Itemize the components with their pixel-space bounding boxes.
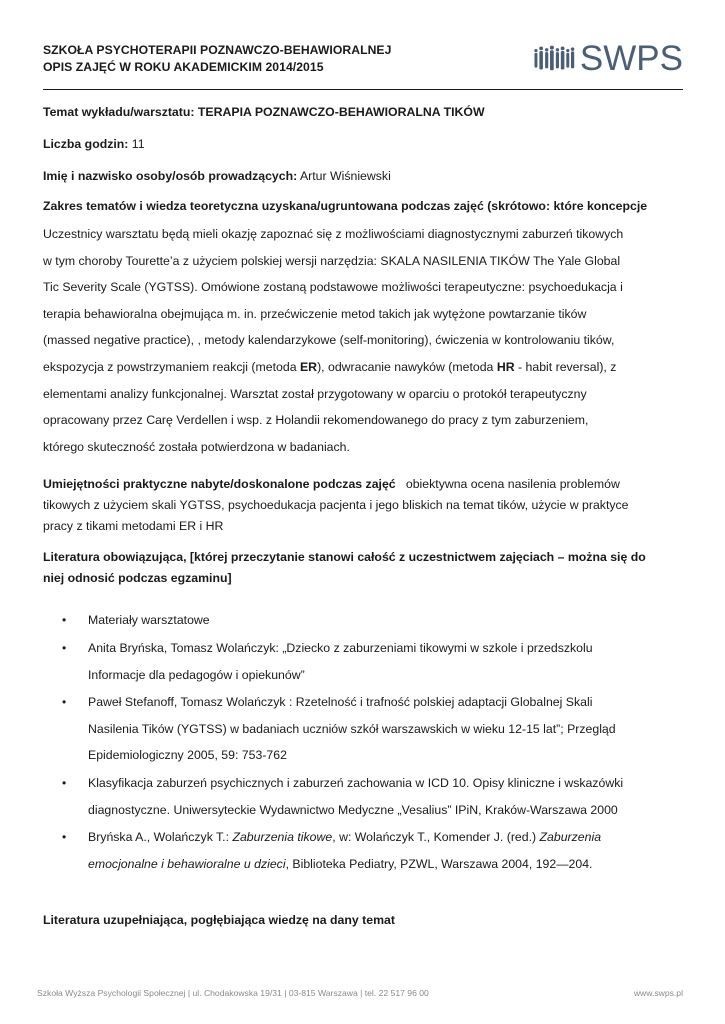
hours-count [43,135,683,153]
list-item [43,824,683,877]
literature-heading [43,547,683,589]
method-er: ER [299,359,318,374]
citation-book-title: emocjonalne i behawioralne u dzieci [88,856,286,871]
swps-logo [533,36,683,80]
header-title-line-1: SZKOŁA PSYCHOTERAPII POZNAWCZO-BEHAWIORALNEJ [43,43,392,57]
literature-list [43,607,683,877]
literature-heading-line: niej odnosić podczas egzaminu] [43,571,232,586]
hours-label: Liczba godzin: [43,137,129,151]
description-line: opracowany przez Carę Verdellen i wsp. z Holandii rekomendowanego do pracy z tym zaburzeniem, [43,413,589,428]
description-text: ekspozycja z powstrzymaniem reakcji (metoda [43,359,300,374]
list-item-line: Epidemiologiczny 2005, 59: 753-762 [88,748,287,763]
scope-heading: Zakres tematów i wiedza teoretyczna uzyskana/ugruntowana podczas zajęć (skrótowo: które koncepcje [43,199,648,213]
list-item-line: Paweł Stefanoff, Tomasz Wolańczyk : Rzetelność i trafność polskiej adaptacji Globalnej Skali [88,695,593,710]
list-item-line: diagnostyczne. Uniwersyteckie Wydawnictwo Medyczne „Vesalius” IPiN, Kraków-Warszawa 2000 [88,802,618,817]
description-line: (massed negative practice), , metody kalendarzykowe (self-monitoring), ćwiczenia w kontrolowaniu tików, [43,333,615,348]
citation-publisher: , Biblioteka Pediatry, PZWL, Warszawa 2004, 192—204. [285,856,593,871]
list-item [43,635,683,688]
description-line: elementami analizy funkcjonalnej. Warsztat został przygotowany w oparciu o protokół terapeutyczny [43,386,587,401]
list-item-line: Anita Bryńska, Tomasz Wolańczyk: „Dziecko z zaburzeniami tikowymi w szkole i przedszkolu [88,640,593,655]
citation-title: Zaburzenia tikowe [232,830,333,845]
page-footer [37,988,683,998]
description-paragraph [43,221,683,460]
header-title-line-2: OPIS ZAJĘĆ W ROKU AKADEMICKIM 2014/2015 [43,60,324,74]
supplementary-heading: Literatura uzupełniająca, pogłębiająca wiedzę na dany temat [43,913,395,928]
skills-text: obiektywna ocena nasilenia problemów [395,477,620,492]
list-item-line [88,851,683,878]
description-text: ), odwracanie nawyków (metoda [317,359,497,374]
list-item-line: Informacje dla pedagogów i opiekunów” [88,667,305,682]
document-header [43,38,683,82]
citation-authors: Bryńska A., Wolańczyk T.: [88,830,233,845]
method-hr: HR [496,359,515,374]
document-body [43,103,683,929]
bullet-icon: • [62,830,67,845]
skills-paragraph [43,474,683,537]
list-item-line: Materiały warsztatowe [88,613,210,628]
description-line: którego skuteczność została potwierdzona w badaniach. [43,439,350,454]
instructor-value: Artur Wiśniewski [297,169,391,183]
literature-heading-line: Literatura obowiązująca, [której przeczytanie stanowi całość z uczestnictwem zajęciach – można się do [43,550,646,565]
lecture-topic [43,103,683,121]
description-line [43,354,683,381]
hours-value: 11 [128,137,145,151]
list-item-line: Nasilenia Tików (YGTSS) w badaniach uczniów szkół warszawskich w wieku 12-15 lat”; Przegląd [88,721,616,736]
list-item [43,689,683,769]
description-line: w tym choroby Tourette’a z użyciem polskiej wersji narzędzia: SKALA NASILENIA TIKÓW The Yale Global [43,253,621,268]
list-item [43,770,683,823]
description-line: terapia behawioralna obejmująca m. in. przećwiczenie metod takich jak wytężone powtarzanie tików [43,306,587,321]
lecture-topic-value: TERAPIA POZNAWCZO-BEHAWIORALNA TIKÓW [197,105,485,119]
skills-label: Umiejętności praktyczne nabyte/doskonalone podczas zajęć [43,477,396,492]
bullet-icon: • [62,613,67,628]
description-text: - habit reversal), z [514,359,617,374]
description-line: Uczestnicy warsztatu będą mieli okazję zapoznać się z możliwościami diagnostycznymi zaburzeń tikowych [43,227,624,241]
bullet-icon: • [62,775,67,790]
swps-logo-text: SWPS [579,38,683,78]
bullet-icon: • [62,695,67,710]
skills-line: tikowych z użyciem skali YGTSS, psychoedukacja pacjenta i jego bliskich na temat tików, użycie w praktyce [43,498,629,513]
list-item [43,607,683,634]
header-divider [43,89,683,90]
description-line: Tic Severity Scale (YGTSS). Omówione zostaną podstawowe możliwości terapeutyczne: psychoedukacja i [43,280,623,295]
instructor [43,167,683,185]
instructor-label: Imię i nazwisko osoby/osób prowadzących: [43,169,298,183]
footer-address: Szkoła Wyższa Psychologii Społecznej | ul. Chodakowska 19/31 | 03-815 Warszawa | tel. 22 517 96 00 [37,988,429,998]
citation-book-title: Zaburzenia [539,830,602,845]
citation-text: , w: Wolańczyk T., Komender J. (red.) [332,830,540,845]
skills-line [43,474,683,495]
footer-website: www.swps.pl [633,988,683,998]
bullet-icon: • [62,640,67,655]
skills-line: pracy z tikami metodami ER i HR [43,519,224,534]
people-silhouettes-icon [533,39,576,77]
lecture-topic-label: Temat wykładu/warsztatu: [43,105,198,119]
list-item-line [88,824,683,851]
list-item-line: Klasyfikacja zaburzeń psychicznych i zaburzeń zachowania w ICD 10. Opisy kliniczne i wskazówki [88,775,624,790]
